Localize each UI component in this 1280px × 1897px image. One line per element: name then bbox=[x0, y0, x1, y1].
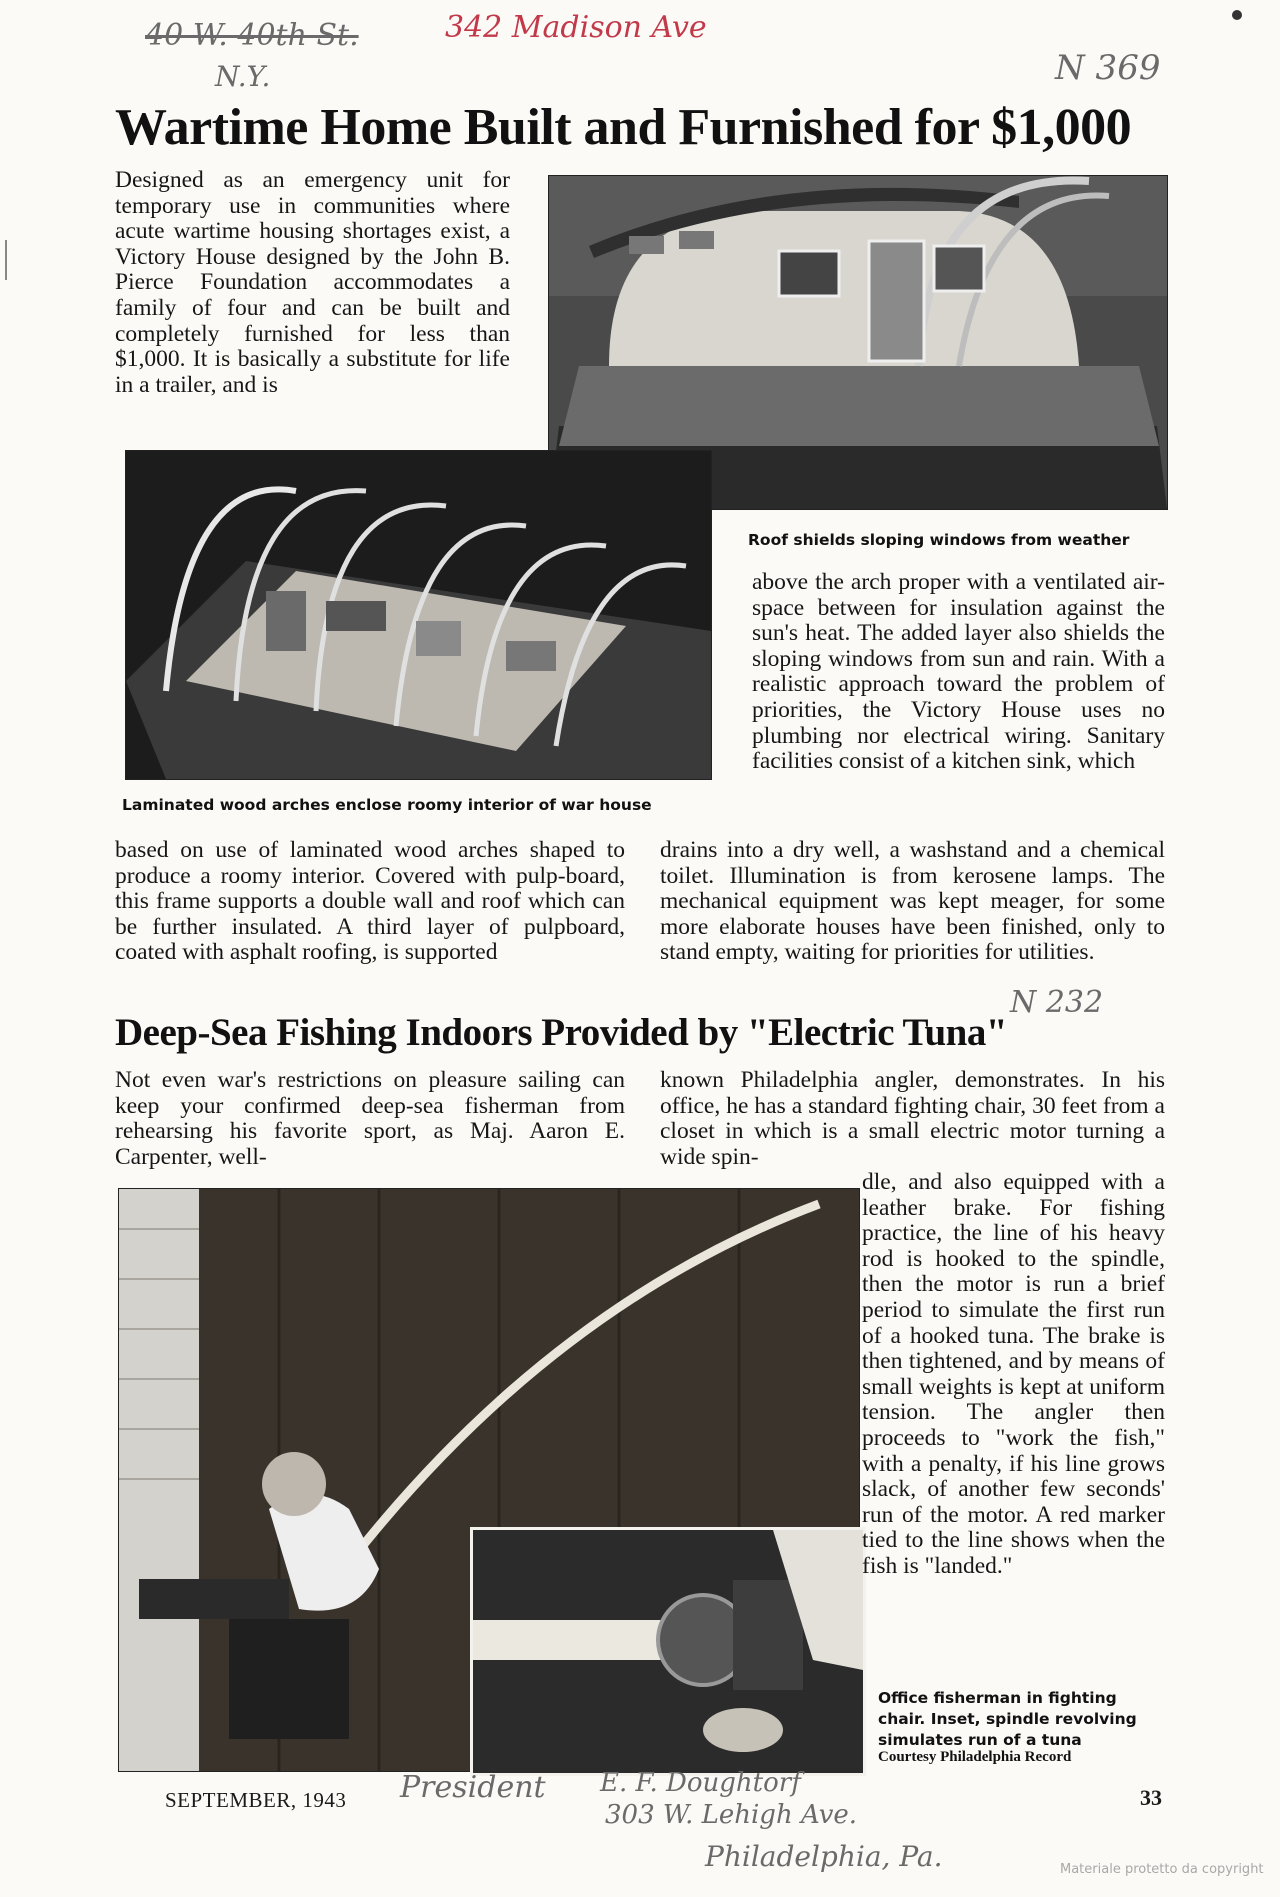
article1-bottom-right bbox=[660, 838, 1165, 966]
article2-right-col-text: dle, and also equipped with a leather brake. For fishing practice, the line of his heavy rod is hooked to the spindle, then the motor is run a brief period to simulate the first run of a hooked tuna. The brake is then tightened, and by means of small weights is kept at uniform tension. The angler then proceeds to "work the fish," with a penalty, if his line grows slack, of another few seconds' run of the motor. A red marker tied to the line shows when the fish is "landed." bbox=[862, 1169, 1165, 1579]
handwritten-address: 342 Madison Ave bbox=[445, 10, 707, 45]
handwritten-name: E. F. Doughtorf bbox=[600, 1768, 801, 1798]
article2-left bbox=[115, 1068, 625, 1170]
handwritten-ref-number: N 369 bbox=[1055, 48, 1161, 88]
copyright-watermark: Materiale protetto da copyright bbox=[1060, 1862, 1264, 1877]
handwritten-street: 303 W. Lehigh Ave. bbox=[605, 1800, 858, 1830]
handwritten-title: President bbox=[400, 1770, 546, 1805]
handwritten-city: N.Y. bbox=[215, 60, 271, 93]
article2-headline: Deep-Sea Fishing Indoors Provided by "Electric Tuna" bbox=[115, 1011, 1008, 1054]
margin-mark bbox=[5, 240, 7, 280]
article1-right-column bbox=[752, 570, 1165, 775]
caption-house-exterior: Roof shields sloping windows from weather bbox=[748, 531, 1130, 549]
article2-left-text: Not even war's restrictions on pleasure sailing can keep your confirmed deep-sea fisherman from rehearsing his favorite sport, as Maj. Aaron E. Carpenter, well- bbox=[115, 1067, 625, 1170]
article2-right-column bbox=[862, 1170, 1165, 1580]
article1-headline: Wartime Home Built and Furnished for $1,000 bbox=[115, 99, 1132, 156]
photo-credit: Courtesy Philadelphia Record bbox=[878, 1749, 1072, 1765]
article1-intro bbox=[115, 168, 510, 398]
spindle-inset-photo bbox=[470, 1527, 866, 1776]
article1-bottom-left bbox=[115, 838, 625, 966]
footer-date: SEPTEMBER, 1943 bbox=[165, 1788, 347, 1812]
margin-dot bbox=[1232, 10, 1242, 20]
page-number: 33 bbox=[1140, 1785, 1162, 1810]
struck-address: 40 W. 40th St. bbox=[145, 18, 359, 53]
article2-right-top-text: known Philadelphia angler, demonstrates. In his office, he has a standard fighting chair, 30 feet from a closet in which is a small electric motor turning a wide spin- bbox=[660, 1067, 1165, 1170]
article1-bottom-left-text: based on use of laminated wood arches shaped to produce a roomy interior. Covered with pulp-board, this frame supports a double wall and roof which can be further insulated. A third layer of pulpboard, coated with asphalt roofing, is supported bbox=[115, 837, 625, 966]
handwritten-city-state: Philadelphia, Pa. bbox=[705, 1840, 943, 1873]
article1-intro-text: Designed as an emergency unit for temporary use in communities where acute wartime housing shortages exist, a Victory House designed by the John B. Pierce Foundation accommodates a family of four and can be built and completely furnished for less than $1,000. It is basically a substitute for life in a trailer, and is bbox=[115, 167, 510, 398]
caption-house-interior: Laminated wood arches enclose roomy interior of war house bbox=[122, 796, 652, 814]
caption-fisherman: Office fisherman in fighting chair. Inset, spindle revolving simulates run of a tuna bbox=[878, 1689, 1137, 1749]
article2-right-top bbox=[660, 1068, 1165, 1170]
article1-right-text: above the arch proper with a ventilated air-space between for insulation against the sun's heat. The added layer also shields the sloping windows from sun and rain. With a realistic approach toward the problem of priorities, the Victory House uses no plumbing nor electrical wiring. Sanitary facilities consist of a kitchen sink, which bbox=[752, 569, 1165, 775]
handwritten-ref-number-2: N 232 bbox=[1010, 985, 1104, 1020]
house-interior-model-photo bbox=[125, 450, 712, 780]
article1-bottom-right-text: drains into a dry well, a washstand and a chemical toilet. Illumination is from kerosene lamps. The mechanical equipment was kept meager, for some more elaborate houses have been finished, only to stand empty, waiting for priorities for utilities. bbox=[660, 837, 1165, 966]
